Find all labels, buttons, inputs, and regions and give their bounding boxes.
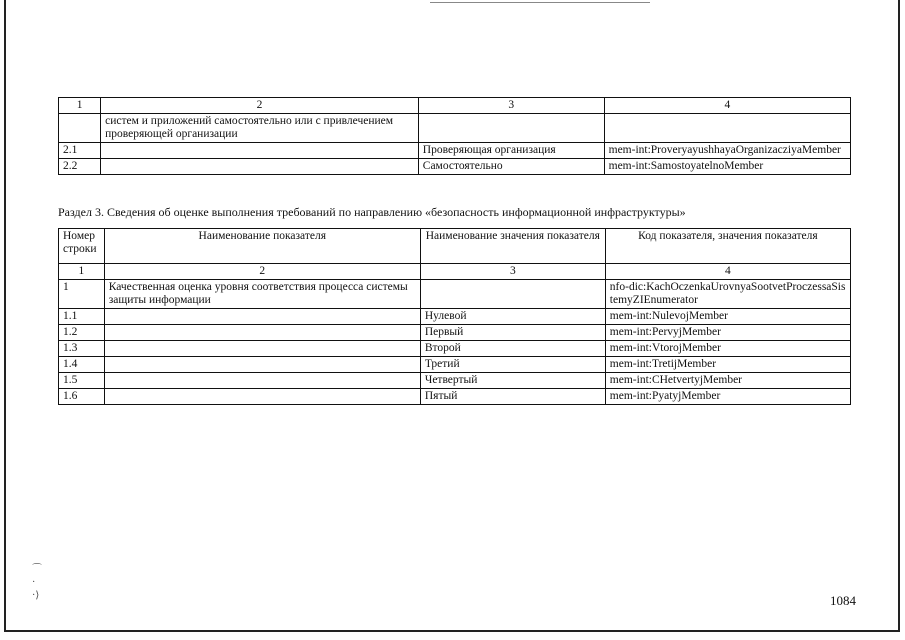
header-value-name: Наименование значения показателя — [420, 229, 605, 264]
value-name — [418, 114, 604, 143]
indicator-name: систем и приложений самостоятельно или с привлечением проверяющей организации — [101, 114, 419, 143]
indicator-name: Качественная оценка уровня соответствия процесса системы защиты информации — [104, 280, 420, 309]
col-number-2: 2 — [101, 98, 419, 114]
indicator-code: mem-int:VtorojMember — [605, 341, 850, 357]
column-number-row — [59, 264, 851, 280]
indicator-name — [101, 143, 419, 159]
table-row — [59, 325, 851, 341]
col-number-2: 2 — [104, 264, 420, 280]
table-row — [59, 389, 851, 405]
page-number: 1084 — [830, 593, 856, 608]
row-number: 2.2 — [59, 159, 101, 175]
page-border-left — [4, 0, 6, 632]
table-row — [59, 309, 851, 325]
header-row-number: Номер строки — [59, 229, 105, 264]
table-row — [59, 280, 851, 309]
header-row — [59, 229, 851, 264]
value-name: Первый — [420, 325, 605, 341]
col-number-4: 4 — [605, 264, 850, 280]
header-indicator-code: Код показателя, значения показателя — [605, 229, 850, 264]
row-number — [59, 114, 101, 143]
indicator-name — [104, 309, 420, 325]
page-border-right — [898, 0, 900, 632]
scan-artifact-marks: ⌒ · ·⟩ — [32, 564, 42, 601]
col-number-1: 1 — [59, 98, 101, 114]
row-number: 1.5 — [59, 373, 105, 389]
column-number-row — [59, 98, 851, 114]
indicator-code: mem-int:CHetvertyjMember — [605, 373, 850, 389]
section-title: Раздел 3. Сведения об оценке выполнения требований по направлению «безопасность информационной инфраструктуры» — [58, 205, 686, 219]
indicator-name — [104, 357, 420, 373]
value-name: Пятый — [420, 389, 605, 405]
indicator-code: nfo-dic:KachOczenkaUrovnyaSootvetProczessaSistemyZIEnumerator — [605, 280, 850, 309]
col-number-3: 3 — [420, 264, 605, 280]
page-border-bottom — [4, 630, 900, 632]
indicator-name — [104, 373, 420, 389]
row-number: 1.1 — [59, 309, 105, 325]
value-name: Самостоятельно — [418, 159, 604, 175]
row-number: 1.3 — [59, 341, 105, 357]
table-row — [59, 114, 851, 143]
table-row — [59, 357, 851, 373]
row-number: 1.2 — [59, 325, 105, 341]
value-name: Четвертый — [420, 373, 605, 389]
value-name: Нулевой — [420, 309, 605, 325]
table-row — [59, 373, 851, 389]
indicator-code: mem-int:NulevojMember — [605, 309, 850, 325]
table-row — [59, 341, 851, 357]
value-name: Второй — [420, 341, 605, 357]
indicator-name — [104, 389, 420, 405]
value-name: Третий — [420, 357, 605, 373]
indicator-name — [104, 325, 420, 341]
value-name: Проверяющая организация — [418, 143, 604, 159]
scan-mark — [430, 2, 650, 3]
indicator-code: mem-int:SamostoyatelnoMember — [604, 159, 850, 175]
indicator-code — [604, 114, 850, 143]
indicator-name — [104, 341, 420, 357]
indicator-code: mem-int:TretijMember — [605, 357, 850, 373]
row-number: 2.1 — [59, 143, 101, 159]
value-name — [420, 280, 605, 309]
section3-table — [58, 228, 851, 405]
indicator-code: mem-int:PyatyjMember — [605, 389, 850, 405]
table-row — [59, 143, 851, 159]
indicator-code: mem-int:ProveryayushhayaOrganizacziyaMember — [604, 143, 850, 159]
indicator-code: mem-int:PervyjMember — [605, 325, 850, 341]
row-number: 1.4 — [59, 357, 105, 373]
col-number-1: 1 — [59, 264, 105, 280]
header-indicator-name: Наименование показателя — [104, 229, 420, 264]
table-row — [59, 159, 851, 175]
row-number: 1 — [59, 280, 105, 309]
row-number: 1.6 — [59, 389, 105, 405]
continuation-table — [58, 97, 851, 175]
indicator-name — [101, 159, 419, 175]
col-number-4: 4 — [604, 98, 850, 114]
col-number-3: 3 — [418, 98, 604, 114]
